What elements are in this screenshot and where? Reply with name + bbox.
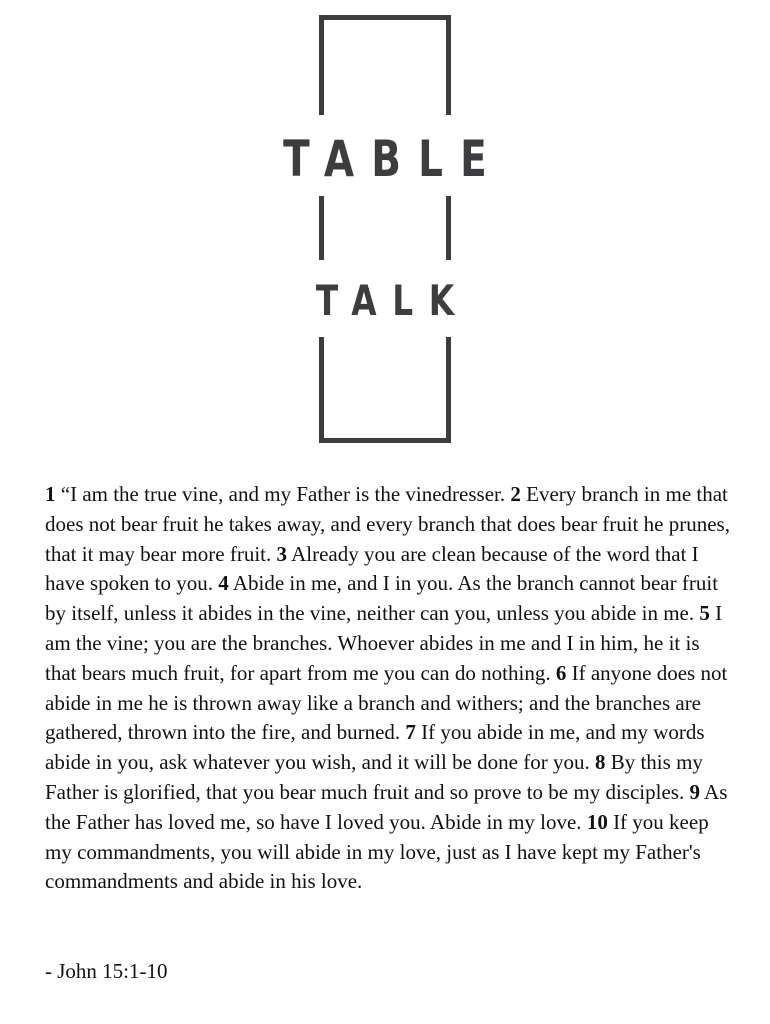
verse-text: If anyone does not abide in me he is thrown away like a branch and withers; and the branches are gathered, thrown into the fire, and burned. [45, 660, 728, 745]
verse-number: 4 [218, 571, 229, 596]
verse-number: 9 [689, 779, 700, 804]
verse-number: 6 [555, 660, 567, 685]
verse-text: Every branch in me that does not bear fruit he takes away, and every branch that does bear fruit he prunes, that it may bear more fruit. [45, 482, 730, 566]
verse-number: 7 [405, 720, 416, 745]
verse-text: If you keep my commandments, you will abide in my love, just as I have kept my Father's commandments and abide in his love. [45, 809, 709, 894]
verse-text: By this my Father is glorified, that you bear much fruit and so prove to be my disciples. [45, 750, 703, 804]
logo-frame-right-upper [446, 15, 451, 115]
logo-word-table: TABLE [283, 130, 504, 188]
verse-number: 2 [510, 482, 521, 506]
table-talk-logo [0, 0, 770, 450]
verse-number: 5 [699, 601, 710, 626]
verse-text: If you abide in me, and my words abide in you, ask whatever you wish, and it will be done for you. [45, 720, 705, 775]
logo-frame-right-lower [446, 337, 451, 443]
verse-number: 8 [594, 750, 606, 775]
logo-frame-bottom [319, 438, 451, 443]
logo-word-talk: TALK [315, 276, 470, 325]
scripture-passage [45, 480, 735, 897]
logo-frame-left-upper [319, 15, 324, 115]
verse-number: 10 [586, 809, 608, 834]
verse-text: Already you are clean because of the word that I have spoken to you. [45, 541, 699, 596]
verse-number: 3 [276, 541, 288, 566]
logo-frame-top [319, 15, 451, 20]
scripture-reference: - John 15:1-10 [45, 959, 168, 983]
verse-number: 1 [45, 482, 56, 506]
logo-frame-left-lower [319, 337, 324, 443]
verse-text: “I am the true vine, and my Father is the vinedresser. [60, 482, 506, 506]
verse-text: As the Father has loved me, so have I loved you. Abide in my love. [45, 779, 728, 834]
verse-text: Abide in me, and I in you. As the branch cannot bear fruit by itself, unless it abides in the vine, neither can you, unless you abide in me. [45, 571, 719, 626]
verse-text: I am the vine; you are the branches. Whoever abides in me and I in him, he it is that bears much fruit, for apart from me you can do nothing. [45, 601, 723, 685]
logo-frame-right-middle [446, 196, 451, 260]
logo-frame-left-middle [319, 196, 324, 260]
